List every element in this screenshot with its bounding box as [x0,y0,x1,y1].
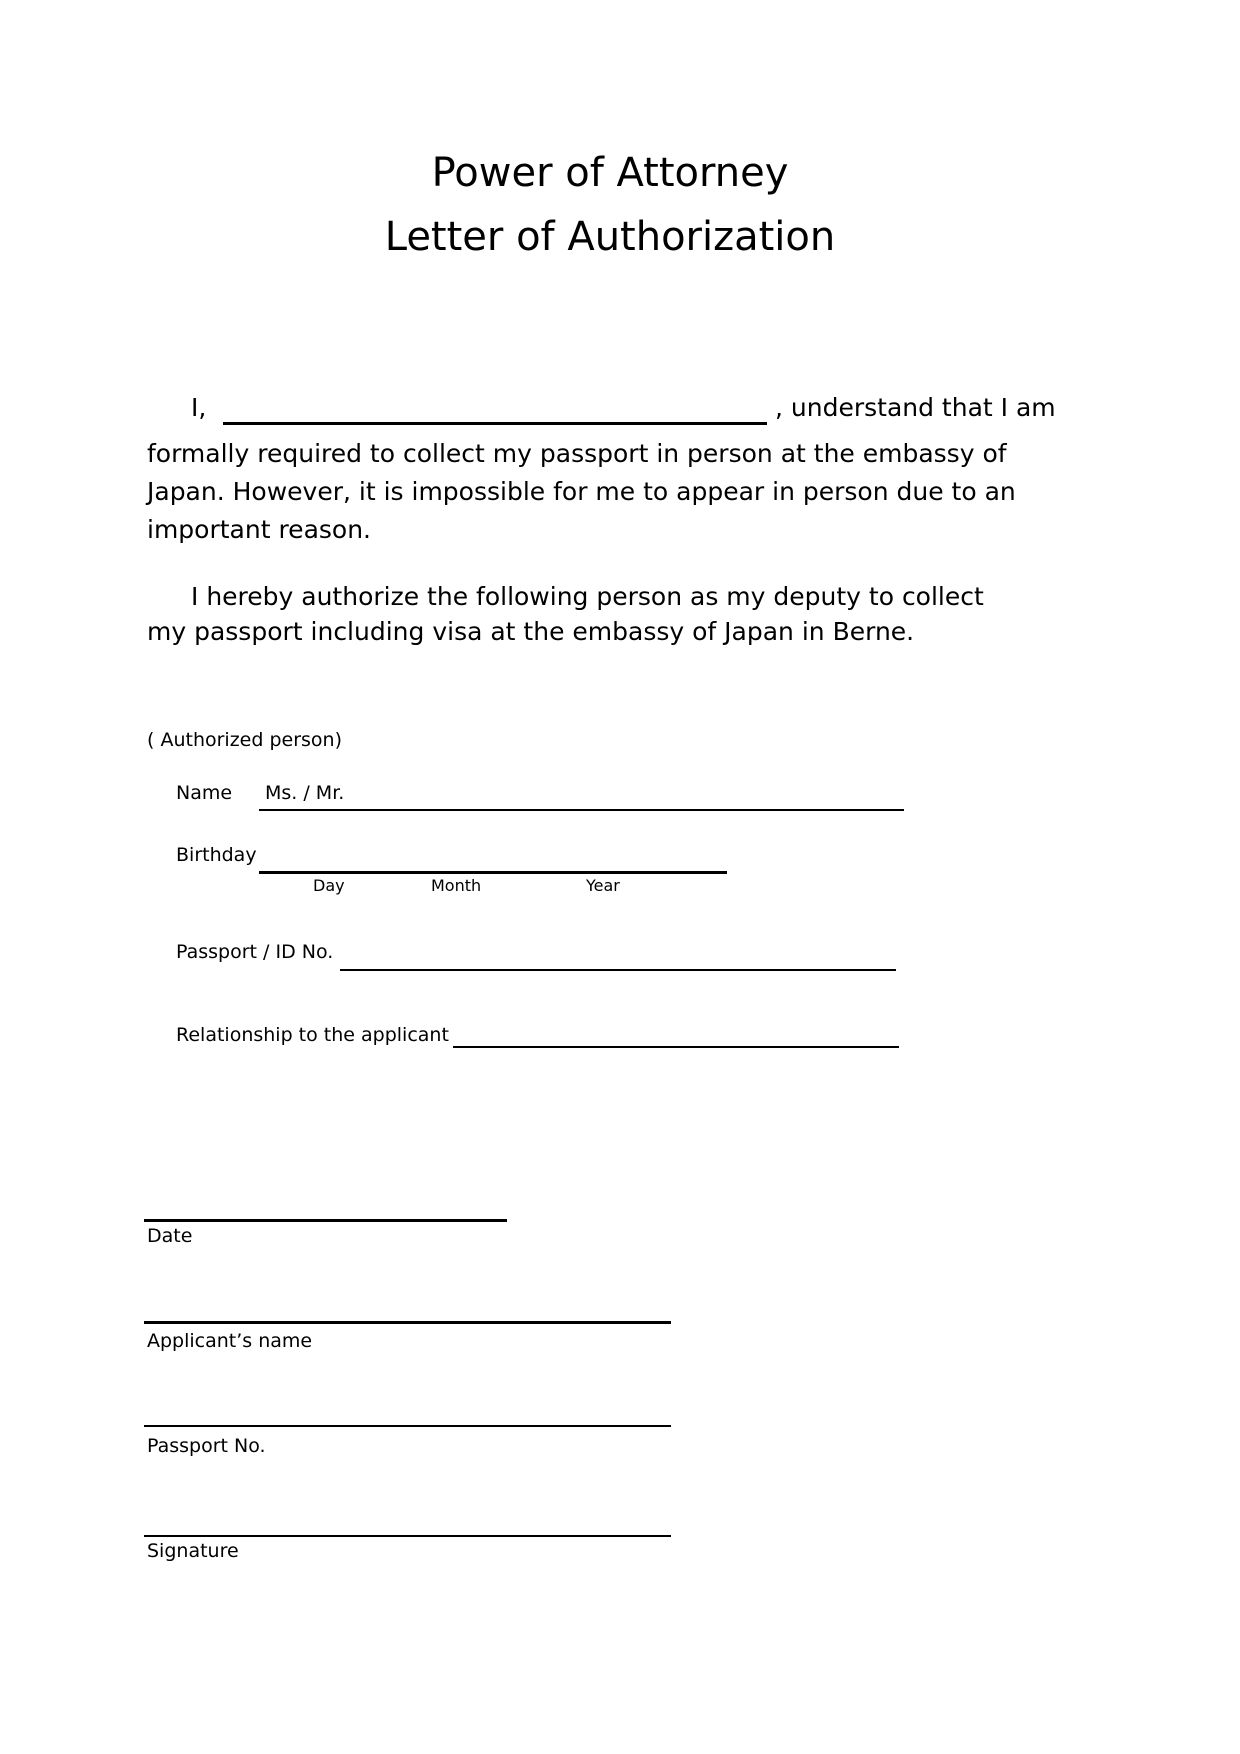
intro-line: formally required to collect my passport in person at the embassy of [147,439,1007,468]
applicant-name-blank[interactable] [223,422,767,425]
birthday-field[interactable] [259,871,727,874]
date-field[interactable] [144,1219,507,1222]
authorize-line: my passport including visa at the embassy of Japan in Berne. [147,617,915,646]
document-subtitle: Letter of Authorization [384,214,836,260]
relationship-label: Relationship to the applicant [176,1024,449,1046]
month-label: Month [431,876,482,895]
intro-suffix: , understand that I am [775,393,1056,422]
applicant-name-label: Applicant’s name [147,1330,313,1352]
date-label: Date [147,1225,193,1247]
year-label: Year [586,876,620,895]
applicant-passport-field[interactable] [144,1425,671,1427]
intro-line: Japan. However, it is impossible for me to appear in person due to an [147,477,1016,506]
relationship-field[interactable] [453,1046,899,1048]
passport-id-field[interactable] [340,969,896,971]
day-label: Day [313,876,345,895]
applicant-passport-label: Passport No. [147,1435,266,1457]
authorized-name-field[interactable] [259,809,904,811]
document-title: Power of Attorney [431,150,789,196]
signature-label: Signature [147,1540,239,1562]
intro-prefix: I, [191,393,207,422]
name-label: Name [176,782,233,804]
signature-field[interactable] [144,1535,671,1537]
birthday-label: Birthday [176,844,257,866]
authorize-line: I hereby authorize the following person as my deputy to collect [191,582,984,611]
name-prefix: Ms. / Mr. [265,782,345,804]
applicant-name-field[interactable] [144,1321,671,1324]
passport-id-label: Passport / ID No. [176,941,334,963]
intro-line: important reason. [147,515,371,544]
authorized-person-heading: ( Authorized person) [147,729,343,751]
